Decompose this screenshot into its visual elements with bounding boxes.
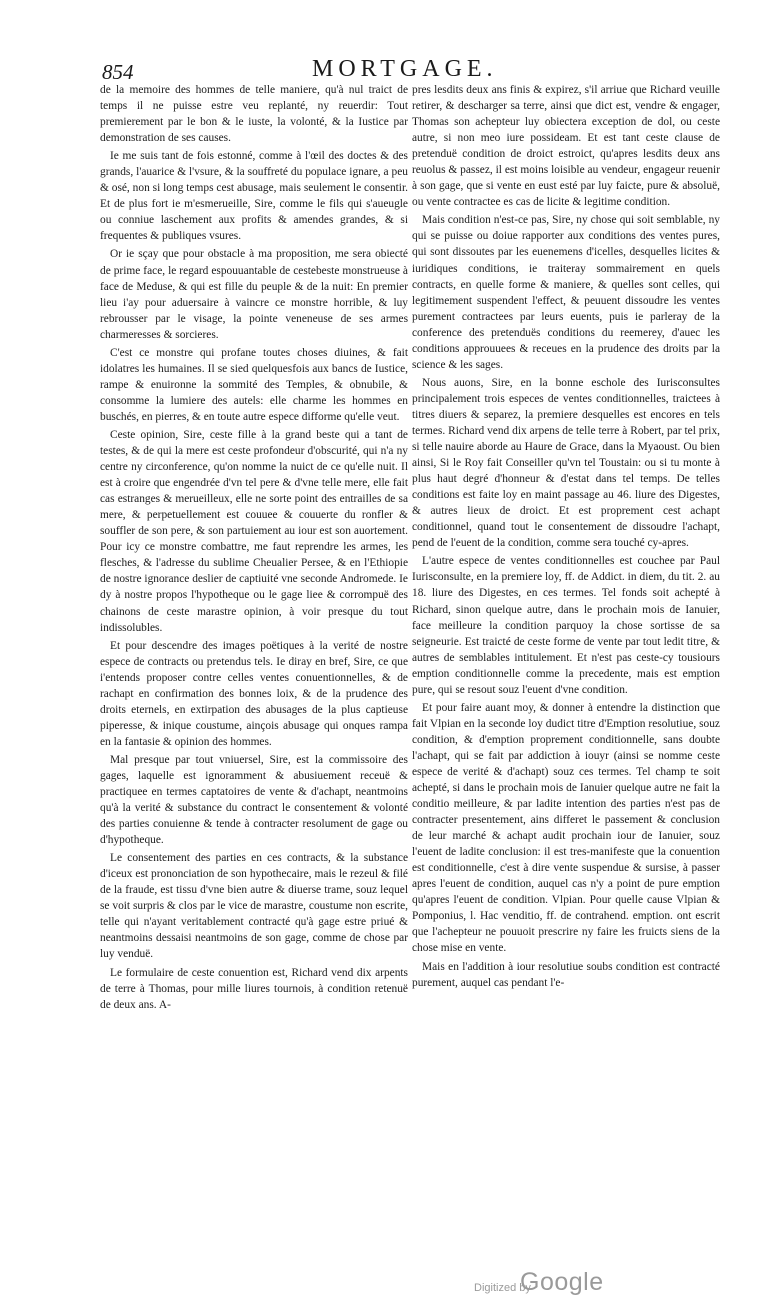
page-number: 854 [102,60,134,84]
paragraph: C'est ce monstre qui profane toutes choses diuines, & fait idolatres les humaines. Il se sied quelquesfois aux bancs de Iustice, rampe & enuironne la sommité des Temples, & obnubile, & consomme la lumiere des autels: elle charme les hommes en buschés, en pierres, & en toute autre espece difforme qu'elle veut. [100,346,408,423]
paragraph: Nous auons, Sire, en la bonne eschole des Iurisconsultes principalement trois especes de ventes conditionnelles, traictees à titres diuers & separez, la premiere desquelles est encores en tels termes. Richard vend dix arpens de telle terre à Robert, par tel prix, si telle nauire aborde au Haure de Grace, dans la Myaoust. Ou bien ainsi, Si le Roy fait Conseiller qu'vn tel Toustain: ou si tu monte à plus haut degré d'honneur & d'estat dans tel temps. De telles conditions est faite loy en maint passage au 46. liure des Digestes, & autres lieux de droict. Et est proprement cest achapt conditionnel, quand tout le consentement de dissoudre l'achapt, pend de l'euent de la condition, comme sera touché cy-apres. [412,376,720,550]
paragraph: de la memoire des hommes de telle maniere, qu'à nul traict de temps il ne puisse estre veu replanté, ny reuerdir: Tout premierement par le bon & le iuste, la volonté, & la Iustice par demonstration de ses causes. [100,84,408,145]
running-title: MORTGAGE. [312,56,498,82]
paragraph: Or ie sçay que pour obstacle à ma proposition, me sera obiecté de prime face, le regard espouuantable de cestebeste monstrueuse à face de Meduse, & qui est fille du peuple & de la nuit: En premier lieu i'ay pour aduersaire à vaincre ce monstre horrible, & luy rebrousser par le visage, la pointe veneneuse de ses armes charmeresses & sorcieres. [100,248,408,341]
paragraph: Ceste opinion, Sire, ceste fille à la grand beste qui a tant de testes, & de qui la mere est ceste profondeur d'obscurité, qui n'a ny centre ny circonference, qu'on nomme la nuict de ce qu'elle nuit. Il est à croire que engendrée d'vn tel pere & d'vne telle mere, elle fait cas estranges & merueilleux, elle ne sorte point des entrailles de sa mere, & perpetuellement est couuee & couuerte du ronfler & souffler de son pere, & son partuiement au iour est son auortement. Pour icy ce monstre combattre, me faut reprendre les armes, les flesches, & l'adresse du sublime Cheualier Persee, & en l'Ethiopie de nostre ignorance deslier de captiuité vne seconde Andromede. Ie dy à nostre propos l'hypotheque ou le gage liee & corrompuë des chainons de ceste marastre opinion, à voir presque du tout indissolubles. [100,428,408,634]
paragraph: Et pour descendre des images poëtiques à la verité de nostre espece de contracts ou pretendus tels. Ie diray en bref, Sire, ce que i'entends proposer contre celles ventes conuentionnelles, & de rachapt en confirmation des bonnes loix, & de la prudence des droits eternels, en extirpation des abusages de la plus captieuse piperesse, & inique coustume, ainçois abusage qui onques rampa en la fantasie & opinion des hommes. [100,639,408,748]
right-column [412,82,720,993]
paragraph: Mal presque par tout vniuersel, Sire, est la commissoire des gages, laquelle est ignoramment & abusiuement receuë & practiquee en termes captatoires de vente & d'achapt, neantmoins qu'à la verité & substance du contract le consentement & volonté des parties conuienne & tende à contracter resolument de gage ou d'hypotheque. [100,753,408,847]
paragraph: Mais en l'addition à iour resolutiue soubs condition est contracté purement, auquel cas pendant l'e- [412,960,720,989]
watermark-digitized-by: Digitized by [474,1282,531,1294]
paragraph: pres lesdits deux ans finis & expirez, s'il arriue que Richard veuille retirer, & descharger sa terre, ainsi que dict est, vendre & engager, Thomas son achepteur luy obiectera exception de dol, ou ceste autre, si non meo iure possideam. Et est tant ceste clause de pretenduë condition de droict estroict, qu'apres lesdits deux ans reuolus & passez, il est moins loisible au vendeur, engageur reuenir à son gage, que si vente en eust esté par luy faicte, pure & absoluë, ou vente contractee es cas de licite & legitime condition. [412,84,720,209]
paragraph: Le consentement des parties en ces contracts, & la substance d'iceux est prononciation de son hypothecaire, mais le rezeul & filé de la fraude, est tissu d'vne bien autre & diuerse trame, souz lequel se voit surpris & clos par le vice de marastre, coustume non escrite, telle qui n'ayant veritablement contracté qu'à gage estre priué & neantmoins dessaisi neantmoins de son gage, comme de chose par luy venduë. [100,852,408,961]
left-column [100,82,408,1015]
paragraph: Mais condition n'est-ce pas, Sire, ny chose qui soit semblable, ny qui se puisse ou doiue rapporter aux conditions des ventes pures, qui sont dissoutes par les euenemens d'icelles, desquelles licites & iuridiques conditions, ie traiteray sommairement en quels contracts, en quelle forme & maniere, & quelles sont celles, qui legitimement suspendent l'effect, & peuuent dissoudre les ventes purement contractees par leurs euents, puis ie parleray de la conference des pretenduës conditions du reemerey, d'auec les conditions approuuees & receues en la prudence des droits par la science & les sages. [412,214,720,371]
watermark-google-logo: Google [520,1268,604,1296]
digitized-watermark [474,1268,624,1302]
paragraph: Le formulaire de ceste conuention est, Richard vend dix arpents de terre à Thomas, pour mille liures tournois, à condition retenuë de deux ans. A- [100,966,408,1011]
paragraph: Ie me suis tant de fois estonné, comme à l'œil des doctes & des grands, l'auarice & l'vsure, & la souffreté du populace ignare, a peu & osé, non si long temps cest abusage, mais seulement le consentir. Et de plus fort ie m'esmerueille, Sire, comme le fils qui s'aueugle ou conniue laschement aux profits & amendes grandes, & si frequentes & publiques vsures. [100,150,408,243]
paragraph: L'autre espece de ventes conditionnelles est couchee par Paul Iurisconsulte, en la premiere loy, ff. de Addict. in diem, du tit. 2. au 18. liure des Digestes, en ces termes. Tel fonds soit achepté à Richard, sinon quelque autre, dans le prochain mois de Ianuier, face meilleure la condition parquoy la chose sortisse de sa seigneurie. Est traicté de ceste forme de vente par tout ledit titre, & autres de semblables intitulement. Et n'est pas ceste-cy tousiours emption conditionnelle comme la precedente, mais est emption pure, qui se resout souz l'euent d'vne condition. [412,555,720,696]
paragraph: Et pour faire auant moy, & donner à entendre la distinction que fait Vlpian en la seconde loy dudict titre d'Emption resolutiue, souz condition, & d'emption proprement conditionnelle, sans doubte l'achapt, qui se fait par addiction à iouyr (ainsi se nomme ceste espece de verité & d'achapt) souz ces termes. Tel champ te soit achepté, si dans le prochain mois de Ianuier quelque autre ne fait la conditio meilleure, & par ladite intention des parties n'est pas de contracter presentement, ains differet le passement & conclusion de leur marché & achapt audit prochain iour de Ianuier, souz l'euent de ladite conclusion: il est tres-manifeste que la conuention est conditionnelle, c'est à dire vente suspendue & sursise, à passer apres l'euent de condition, auquel cas n'y a point de pure emption qu'apres l'euent de condition. Vlpian. Pour quelle cause Vlpian & Pomponius, l. Hac venditio, ff. de contrahend. emption. ont escrit que l'achepteur ne pouuoit prescrire ny faire les fruicts siens de la chose mise en vente. [412,701,720,955]
